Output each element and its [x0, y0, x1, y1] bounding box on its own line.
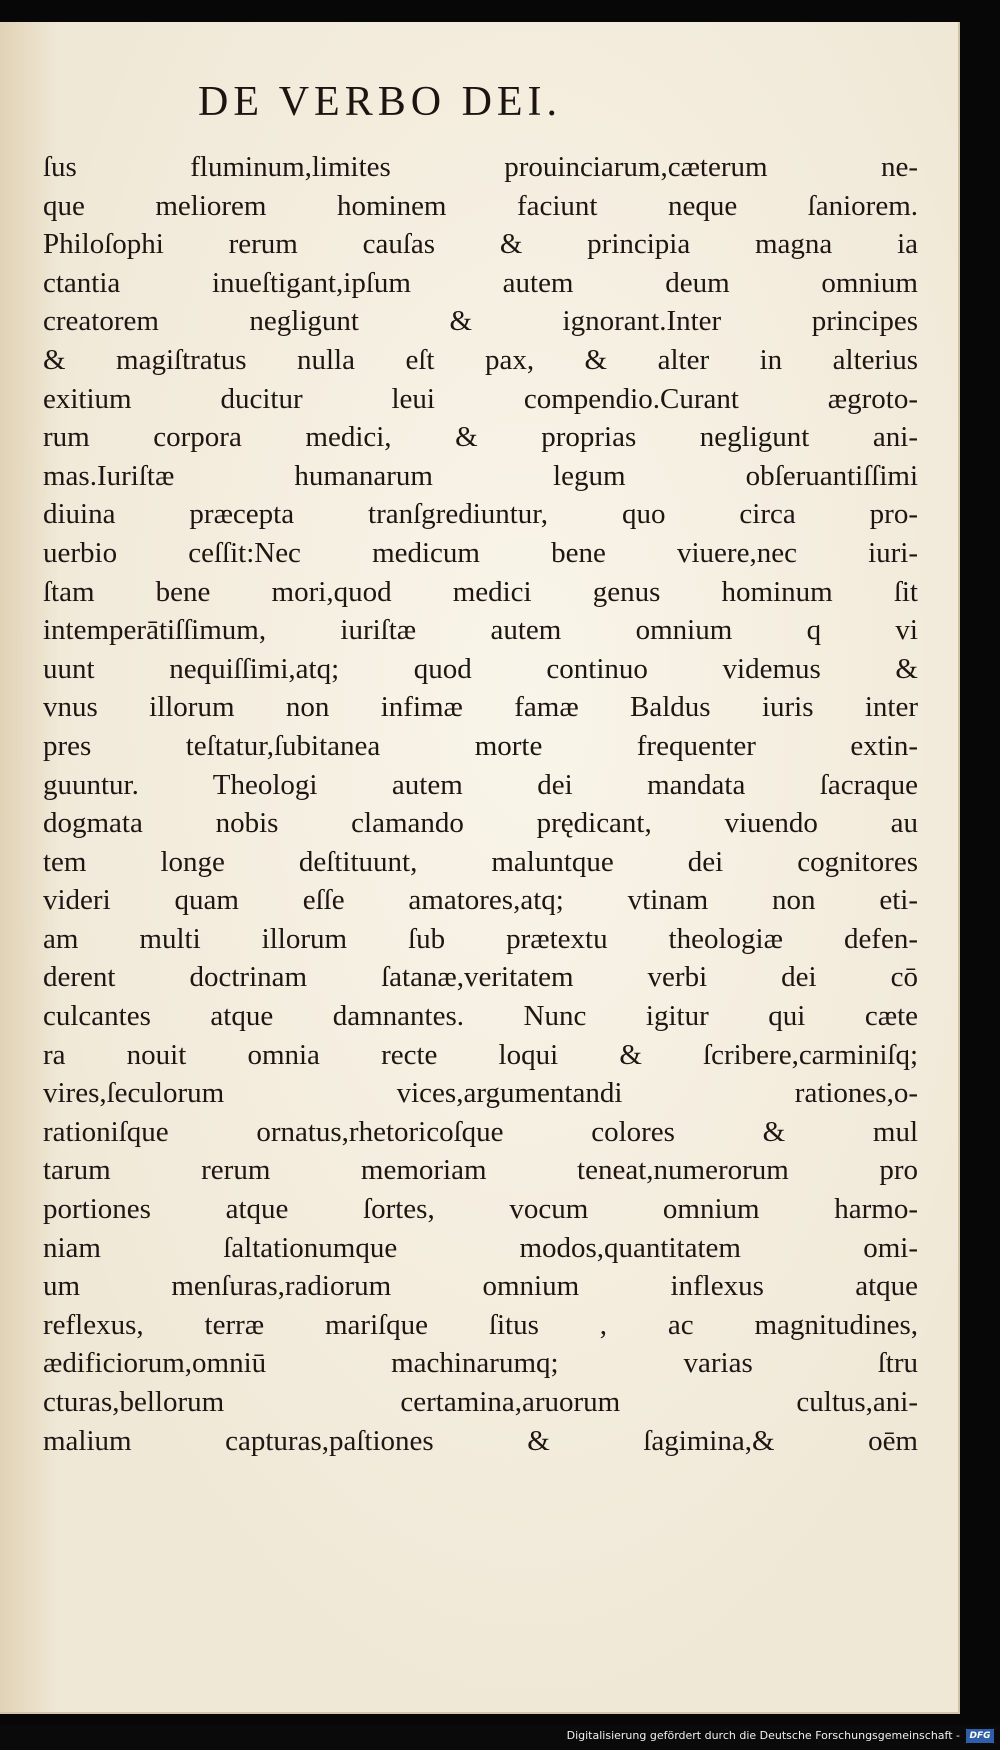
text-line: que meliorem hominem faciunt neque ſaniorem. — [43, 189, 918, 222]
text-line: tem longe deſtituunt, maluntque dei cognitores — [43, 845, 918, 878]
text-line: rum corpora medici, & proprias negligunt ani- — [43, 421, 918, 454]
funding-credit: Digitalisierung gefördert durch die Deutsche Forschungsgemeinschaft - — [566, 1729, 960, 1742]
running-head: DE VERBO DEI. — [198, 79, 563, 125]
text-line: vnus illorum non infimæ famæ Baldus iuris inter — [43, 691, 918, 724]
text-line: am multi illorum ſub prætextu theologiæ defen- — [43, 922, 918, 955]
text-line: creatorem negligunt & ignorant.Inter principes — [43, 305, 918, 338]
text-line: videri quam eſſe amatores,atq; vtinam non eti- — [43, 884, 918, 917]
text-line: ſus fluminum,limites prouinciarum,cæterum ne- — [43, 151, 918, 183]
text-line: portiones atque ſortes, vocum omnium harmo- — [43, 1193, 918, 1226]
text-line: diuina præcepta tranſgrediuntur, quo circa pro- — [43, 498, 918, 531]
text-line: dogmata nobis clamando prędicant, viuendo au — [43, 807, 918, 840]
text-line: reflexus, terræ mariſque ſitus , ac magnitudines, — [43, 1308, 918, 1341]
text-line: ædificiorum,omniū machinarumq; varias ſtru — [43, 1347, 918, 1380]
text-line: mas.Iuriſtæ humanarum legum obſeruantiſſimi — [43, 459, 918, 492]
text-line: derent doctrinam ſatanæ,veritatem verbi dei cō — [43, 961, 918, 994]
text-line: culcantes atque damnantes. Nunc igitur qui cæte — [43, 1000, 918, 1033]
text-line: cturas,bellorum certamina,aruorum cultus,ani- — [43, 1386, 918, 1418]
text-line: & magiſtratus nulla eſt pax, & alter in alterius — [43, 343, 918, 376]
text-line: Philoſophi rerum cauſas & principia magna ia — [43, 228, 918, 261]
book-page — [0, 22, 960, 1714]
dfg-logo: DFG — [966, 1729, 994, 1743]
text-line: tarum rerum memoriam teneat,numerorum pro — [43, 1154, 918, 1187]
body-text — [43, 148, 918, 1460]
text-line: malium capturas,paſtiones & ſagimina,& oēm — [43, 1424, 918, 1457]
text-line: um menſuras,radiorum omnium inflexus atque — [43, 1270, 918, 1303]
text-line: ctantia inueſtigant,ipſum autem deum omnium — [43, 266, 918, 299]
text-line: intemperātiſſimum, iuriſtæ autem omnium q vi — [43, 614, 918, 647]
text-line: rationiſque ornatus,rhetoricoſque colores & mul — [43, 1115, 918, 1148]
footer-bar — [0, 1725, 1000, 1750]
text-line: exitium ducitur leui compendio.Curant ægroto- — [43, 382, 918, 415]
text-line: uunt nequiſſimi,atq; quod continuo videmus & — [43, 652, 918, 685]
text-line: guuntur. Theologi autem dei mandata ſacraque — [43, 768, 918, 801]
text-line: ra nouit omnia recte loqui & ſcribere,carminiſq; — [43, 1038, 918, 1071]
text-line: pres teſtatur,ſubitanea morte frequenter extin- — [43, 729, 918, 762]
text-line: niam ſaltationumque modos,quantitatem omi- — [43, 1231, 918, 1264]
text-line: uerbio ceſſit:Nec medicum bene viuere,nec iuri- — [43, 536, 918, 569]
text-line: ſtam bene mori,quod medici genus hominum ſit — [43, 575, 918, 608]
text-line: vires,ſeculorum vices,argumentandi rationes,o- — [43, 1077, 918, 1110]
